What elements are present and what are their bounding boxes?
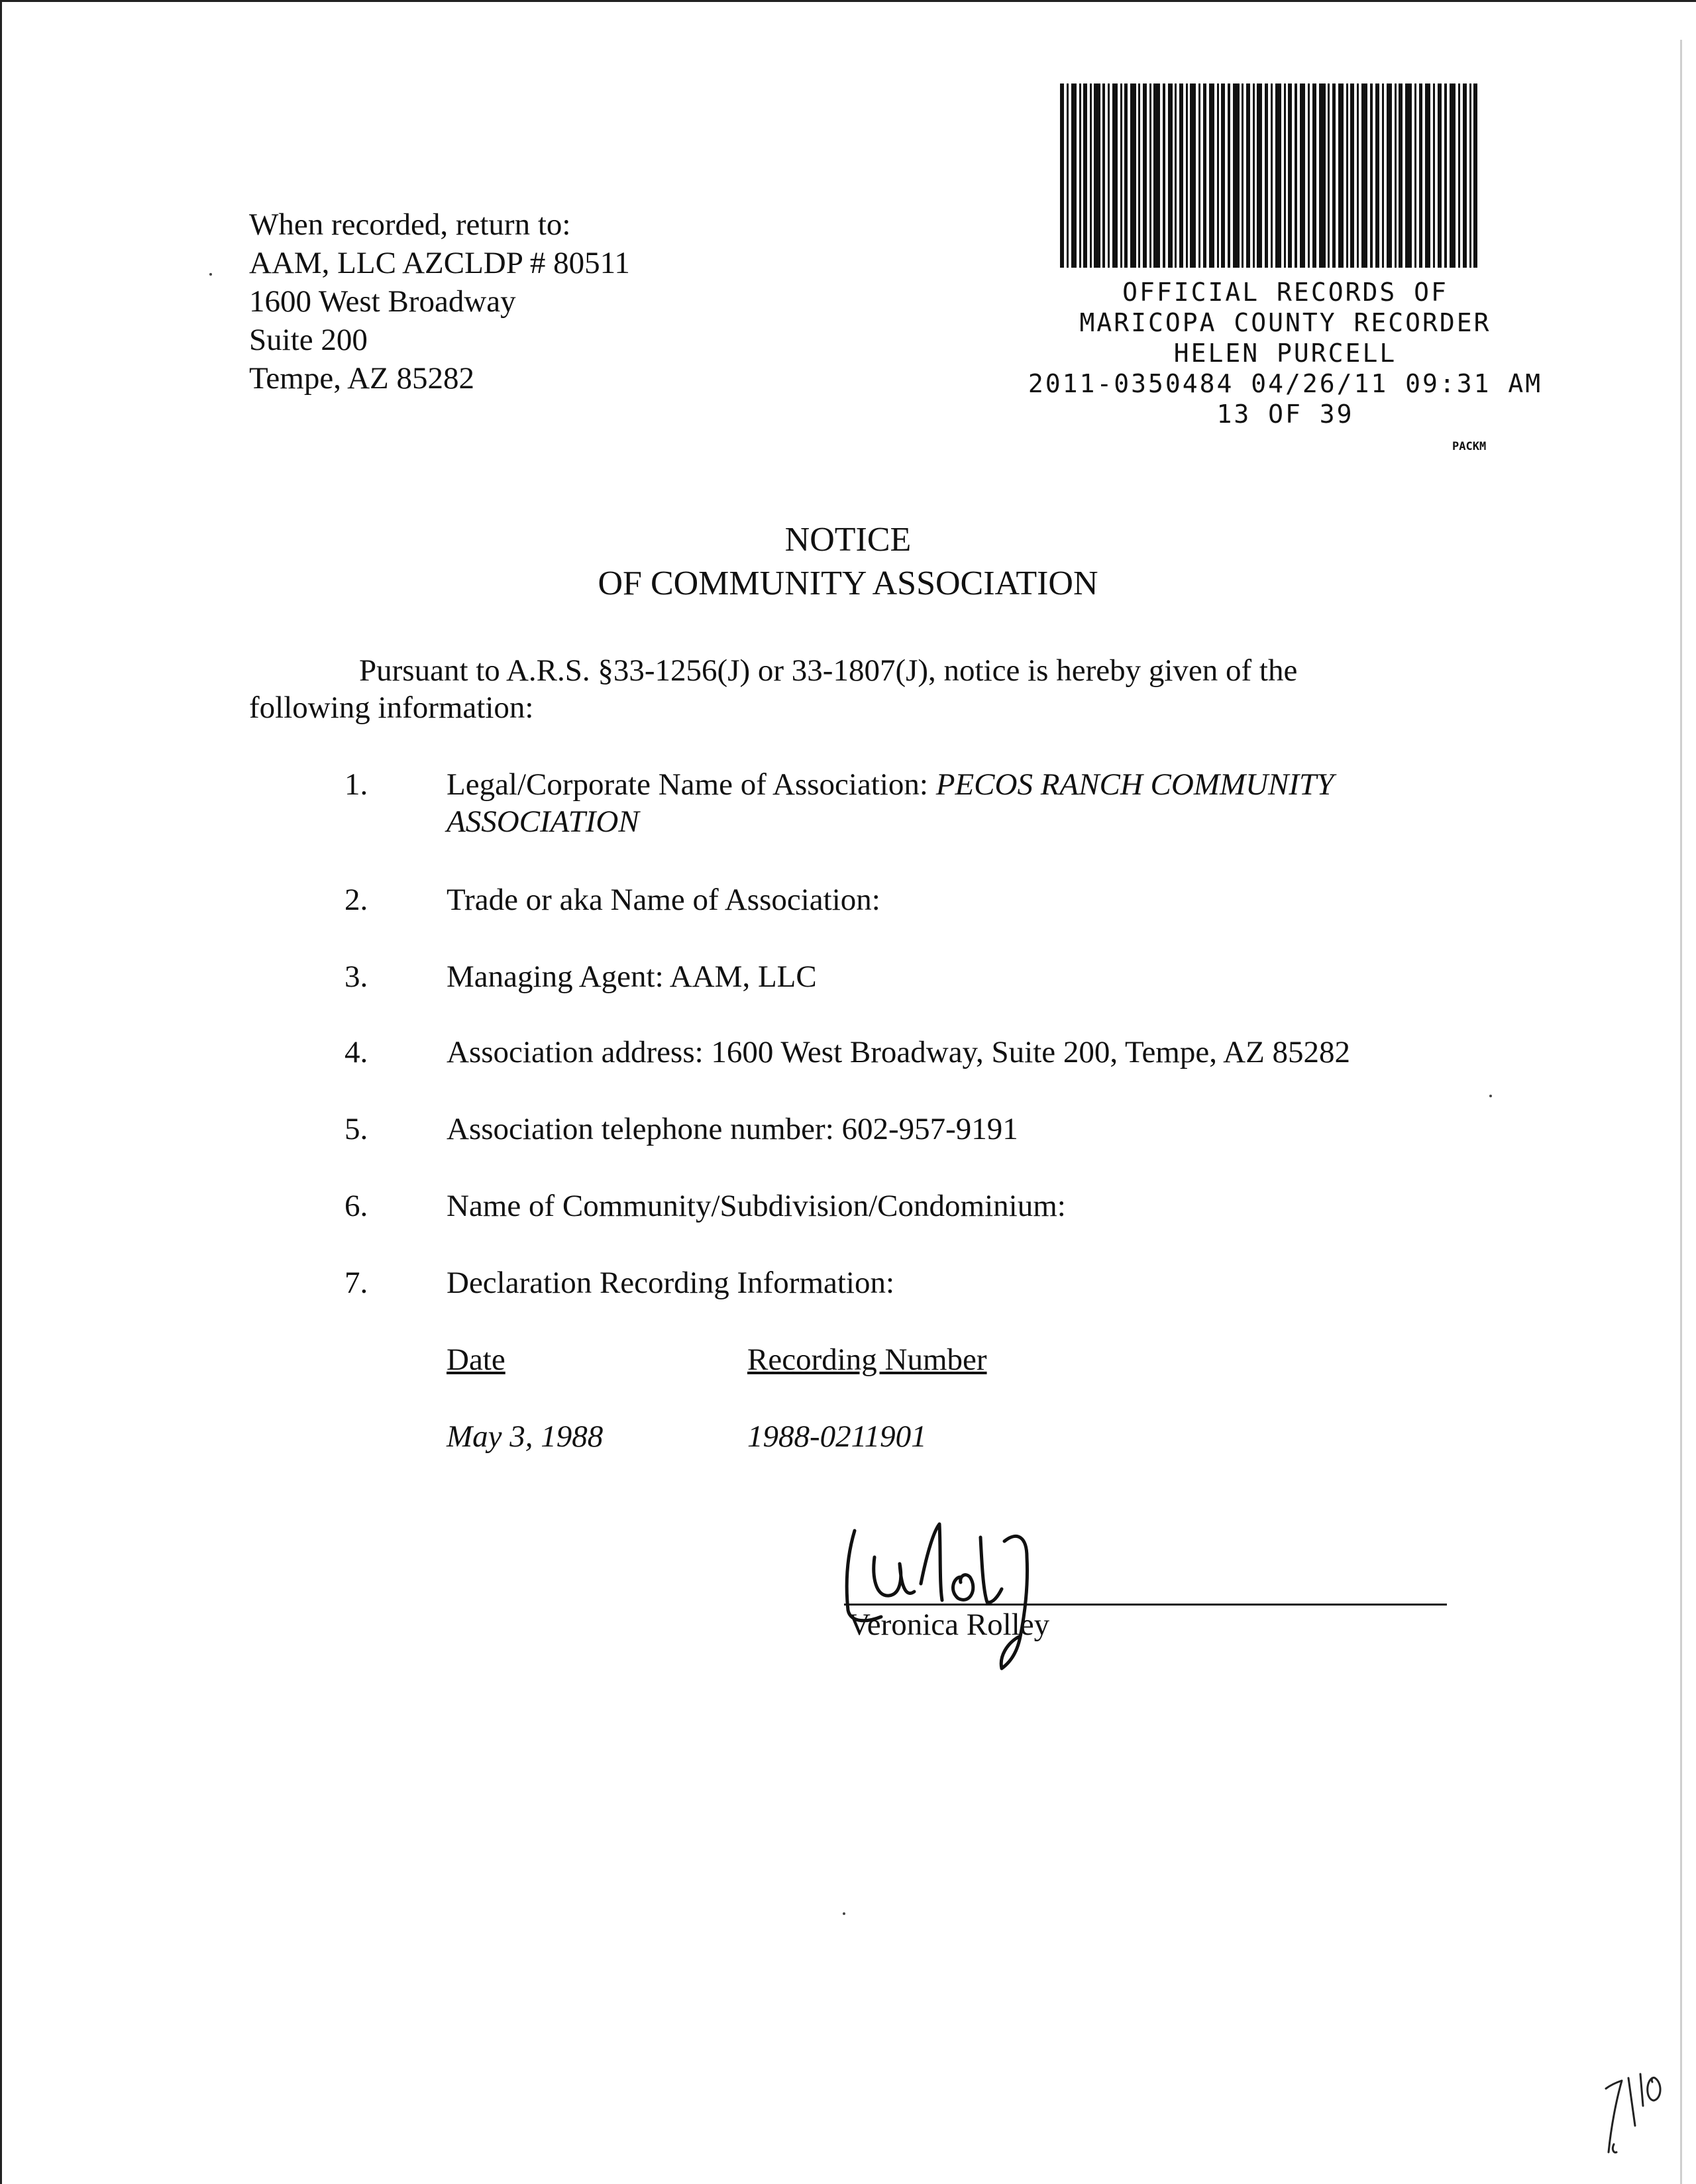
signature-line (844, 1604, 1447, 1606)
item-text (447, 766, 1480, 840)
item-label: Managing Agent: AAM, LLC (447, 959, 817, 994)
item-number: 4. (344, 1035, 368, 1069)
item-label: Trade or aka Name of Association: (447, 883, 880, 917)
item-label: Declaration Recording Information: (447, 1266, 895, 1300)
date-column-header: Date (447, 1342, 505, 1377)
recording-id-line: 2011-0350484 04/26/11 09:31 AM (1028, 369, 1543, 398)
association-name: PECOS RANCH COMMUNITY ASSOCIATION (447, 767, 1334, 839)
handwritten-corner-note (1602, 2059, 1675, 2159)
item-number: 6. (344, 1189, 368, 1223)
return-address-line: AAM, LLC AZCLDP # 80511 (249, 246, 630, 280)
recording-date: May 3, 1988 (447, 1419, 604, 1454)
recorder-stamp (1014, 277, 1557, 429)
recorder-stamp-line: HELEN PURCELL (1173, 339, 1397, 368)
return-address-line: When recorded, return to: (249, 207, 571, 242)
intro-paragraph (249, 652, 1415, 726)
handwritten-signature (828, 1511, 1133, 1683)
title-line-2: OF COMMUNITY ASSOCIATION (598, 565, 1098, 602)
item-number: 2. (344, 883, 368, 917)
recorder-stamp-line: OFFICIAL RECORDS OF (1122, 278, 1448, 307)
signer-name: Veronica Rolley (848, 1608, 1050, 1642)
recorder-stamp-line: MARICOPA COUNTY RECORDER (1079, 308, 1491, 337)
item-number: 5. (344, 1112, 368, 1146)
item-label: Association telephone number: 602-957-9191 (447, 1112, 1018, 1146)
scan-speck (843, 1912, 845, 1915)
item-number: 7. (344, 1266, 368, 1300)
item-label: Legal/Corporate Name of Association: (447, 767, 936, 802)
page-count-line: 13 OF 39 (1216, 400, 1354, 429)
item-number: 3. (344, 959, 368, 994)
recording-number: 1988-0211901 (747, 1419, 927, 1454)
scan-speck (209, 273, 212, 276)
recording-number-column-header: Recording Number (747, 1342, 987, 1377)
return-address-line: Suite 200 (249, 323, 368, 357)
barcode (1060, 83, 1477, 268)
return-address-line: 1600 West Broadway (249, 284, 516, 319)
page-border-right (1680, 40, 1682, 2184)
intro-line-1: Pursuant to A.R.S. §33-1256(J) or 33-1807(J), notice is hereby given of the (359, 653, 1298, 688)
item-label: Association address: 1600 West Broadway, Suite 200, Tempe, AZ 85282 (447, 1035, 1351, 1069)
stamp-code: PACKM (1452, 440, 1487, 453)
item-number: 1. (344, 767, 368, 802)
page-border-top (0, 0, 1696, 2)
return-address-line: Tempe, AZ 85282 (249, 361, 475, 396)
scan-speck (1489, 1095, 1492, 1097)
return-address-block (249, 205, 630, 398)
title-line-1: NOTICE (784, 521, 912, 559)
intro-line-2: following information: (249, 690, 534, 725)
document-title (0, 518, 1696, 606)
page-border-left (0, 0, 2, 2184)
item-label: Name of Community/Subdivision/Condominium: (447, 1189, 1066, 1223)
